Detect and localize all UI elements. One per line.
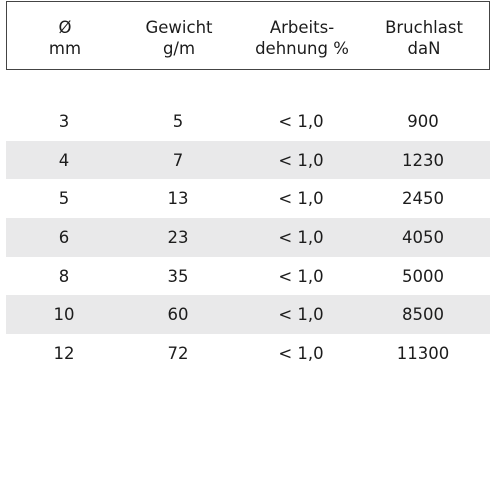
cell-weight: 72	[167, 343, 189, 363]
cell-breaking-load: 900	[407, 111, 439, 131]
header-elongation-label: Arbeits-	[269, 18, 335, 37]
cell-weight: 5	[172, 111, 184, 131]
table-row	[6, 257, 490, 296]
table-row	[6, 218, 490, 257]
table-body	[6, 102, 490, 373]
cell-elongation: < 1,0	[278, 343, 324, 363]
table-row	[6, 102, 490, 141]
header-diameter	[5, 17, 125, 59]
cell-weight: 7	[172, 150, 184, 170]
cell-breaking-load: 1230	[402, 150, 444, 170]
header-diameter-unit: mm	[48, 39, 82, 58]
table-row	[6, 295, 490, 334]
cell-diameter: 3	[58, 111, 70, 131]
cell-elongation: < 1,0	[278, 305, 324, 325]
header-weight-unit: g/m	[162, 39, 196, 58]
cell-elongation: < 1,0	[278, 150, 324, 170]
cell-breaking-load: 8500	[402, 305, 444, 325]
cell-elongation: < 1,0	[278, 227, 324, 247]
cell-diameter: 4	[58, 150, 70, 170]
table-row	[6, 179, 490, 218]
cell-breaking-load: 4050	[402, 227, 444, 247]
cell-diameter: 5	[58, 189, 70, 209]
table-row	[6, 141, 490, 180]
table-header	[6, 1, 490, 70]
cell-elongation: < 1,0	[278, 111, 324, 131]
header-breaking-load	[364, 17, 484, 59]
cell-breaking-load: 5000	[402, 266, 444, 286]
cell-diameter: 12	[53, 343, 75, 363]
header-elongation-unit: dehnung %	[255, 39, 349, 58]
cell-breaking-load: 11300	[396, 343, 450, 363]
cell-weight: 60	[167, 305, 189, 325]
cell-diameter: 8	[58, 266, 70, 286]
cell-diameter: 6	[58, 227, 70, 247]
header-breaking-load-unit: daN	[407, 39, 441, 58]
cell-elongation: < 1,0	[278, 266, 324, 286]
header-weight	[119, 17, 239, 59]
cell-weight: 13	[167, 189, 189, 209]
header-diameter-label: Ø	[58, 18, 72, 37]
table-row	[6, 334, 490, 373]
cell-diameter: 10	[53, 305, 75, 325]
header-weight-label: Gewicht	[145, 18, 213, 37]
cell-weight: 35	[167, 266, 189, 286]
header-breaking-load-label: Bruchlast	[385, 18, 463, 37]
header-elongation	[242, 17, 362, 59]
cell-weight: 23	[167, 227, 189, 247]
cell-elongation: < 1,0	[278, 189, 324, 209]
cell-breaking-load: 2450	[402, 189, 444, 209]
